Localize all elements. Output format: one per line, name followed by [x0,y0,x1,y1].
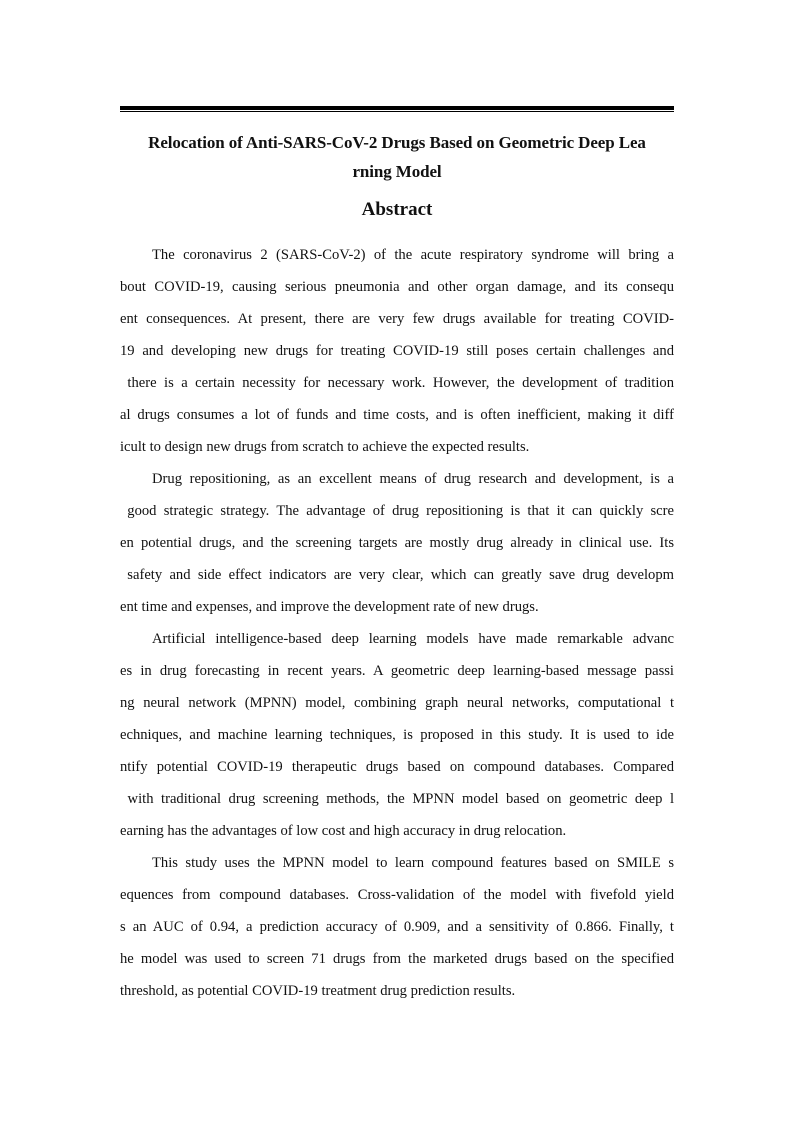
abstract-paragraph [120,239,674,463]
text-line: bout COVID-19, causing serious pneumonia and other organ damage, and its consequ [120,279,674,295]
text-line: 19 and developing new drugs for treating COVID-19 still poses certain challenges and [120,343,674,359]
text-line: ent time and expenses, and improve the development rate of new drugs. [120,599,539,615]
paper-title-line: rning Model [352,162,442,181]
text-line: ntify potential COVID-19 therapeutic drugs based on compound databases. Compared [120,759,674,775]
abstract-paragraph [120,623,674,847]
text-line: Drug repositioning, as an excellent means of drug research and development, is a [152,471,674,487]
paper-title [120,128,674,186]
text-line: ng neural network (MPNN) model, combining graph neural networks, computational t [120,695,674,711]
abstract-paragraph [120,847,674,1007]
text-line: s an AUC of 0.94, a prediction accuracy of 0.909, and a sensitivity of 0.866. Finally, t [120,919,674,935]
text-line: icult to design new drugs from scratch to achieve the expected results. [120,439,530,455]
text-line: echniques, and machine learning techniques, is proposed in this study. It is used to ide [120,727,674,743]
header-rule-thin [120,111,674,112]
abstract-heading: Abstract [361,199,433,220]
text-line: safety and side effect indicators are very clear, which can greatly save drug developm [120,567,674,583]
text-line: earning has the advantages of low cost and high accuracy in drug relocation. [120,823,567,839]
text-line: This study uses the MPNN model to learn compound features based on SMILE s [152,855,674,871]
paper-title-line: Relocation of Anti-SARS-CoV-2 Drugs Based on Geometric Deep Lea [148,133,646,152]
text-line: he model was used to screen 71 drugs from the marketed drugs based on the specified [120,951,674,967]
abstract-body [120,239,674,1007]
abstract-paragraph [120,463,674,623]
text-line: there is a certain necessity for necessary work. However, the development of tradition [120,375,674,391]
text-line: equences from compound databases. Cross-validation of the model with fivefold yield [120,887,674,903]
text-line: ent consequences. At present, there are very few drugs available for treating COVID- [120,311,674,327]
text-line: al drugs consumes a lot of funds and time costs, and is often inefficient, making it diff [120,407,674,423]
header-rule-thick [120,106,674,110]
text-line: en potential drugs, and the screening targets are mostly drug already in clinical use. Its [120,535,674,551]
text-line: with traditional drug screening methods, the MPNN model based on geometric deep l [120,791,674,807]
text-line: es in drug forecasting in recent years. A geometric deep learning-based message passi [120,663,674,679]
text-line: good strategic strategy. The advantage of drug repositioning is that it can quickly scre [120,503,674,519]
text-line: threshold, as potential COVID-19 treatment drug prediction results. [120,983,516,999]
text-line: Artificial intelligence-based deep learning models have made remarkable advanc [152,631,674,647]
text-line: The coronavirus 2 (SARS-CoV-2) of the acute respiratory syndrome will bring a [152,247,674,263]
